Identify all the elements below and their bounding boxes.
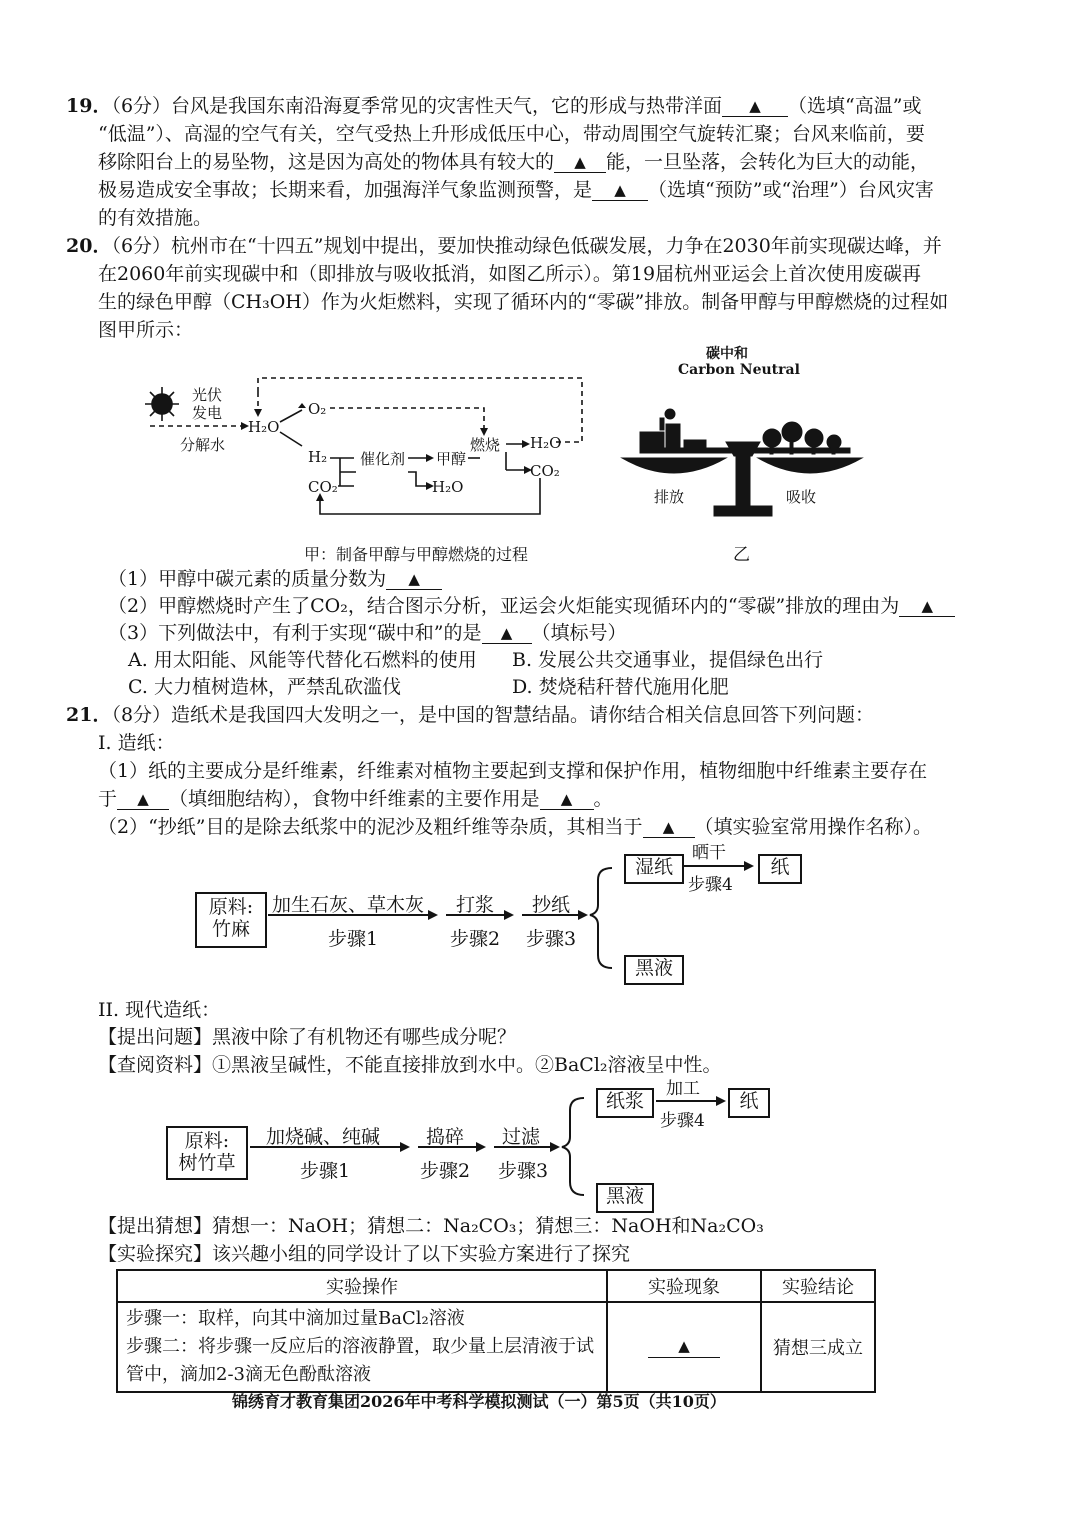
- figure-jia-caption: 甲：制备甲醇与甲醇燃烧的过程: [304, 545, 529, 564]
- flow1-wet-paper-box: 湿纸: [624, 854, 684, 884]
- flow1-step1: 步骤1: [328, 928, 379, 950]
- flow2-step2: 步骤2: [420, 1160, 471, 1182]
- flow2-step4: 步骤4: [660, 1111, 705, 1131]
- flow2-raw-material-box: 原料: 树竹草: [166, 1126, 248, 1180]
- q21-blank-2[interactable]: ▲: [540, 789, 594, 810]
- q20-blank-3[interactable]: ▲: [482, 623, 532, 644]
- experiment-table: [116, 1269, 876, 1393]
- flow2-paper-box: 纸: [728, 1088, 770, 1118]
- figure-yi-caption: 乙: [733, 545, 750, 565]
- emission-label: 排放: [654, 488, 685, 506]
- absorption-label: 吸收: [786, 488, 817, 506]
- co2-output-node: CO₂: [530, 462, 560, 480]
- flow1-step2: 步骤2: [450, 928, 501, 950]
- split-water-label: 分解水: [180, 436, 226, 454]
- q20-blank-2[interactable]: ▲: [899, 596, 955, 617]
- q20-option-a: A. 用太阳能、风能等代替化石燃料的使用: [128, 649, 477, 671]
- o2-node: O₂: [308, 400, 327, 418]
- q21-line1: 21．（8分）造纸术是我国四大发明之一，是中国的智慧结晶。请你结合相关信息回答下列问题：: [66, 704, 875, 726]
- table-header-row: [117, 1270, 875, 1302]
- q21-blank-1[interactable]: ▲: [117, 789, 169, 810]
- flow2-crush-label: 捣碎: [426, 1126, 465, 1148]
- q21-part-ii: II. 现代造纸：: [98, 999, 221, 1021]
- q19-line1: 19．（6分）台风是我国东南沿海夏季常见的灾害性天气，它的形成与热带洋面 ▲ （选填“高温”或: [66, 95, 922, 117]
- q21-hypothesis-line: 【提出猜想】猜想一：NaOH；猜想二：Na₂CO₃；猜想三：NaOH和Na₂CO₃: [98, 1215, 764, 1237]
- h2o-node: H₂O: [248, 418, 280, 436]
- q20-line4: 图甲所示：: [98, 319, 194, 341]
- flow1-black-liquor-box: 黑液: [624, 955, 684, 985]
- flow1-beat-label: 打浆: [456, 894, 495, 916]
- table-row: [117, 1302, 875, 1392]
- catalyst-label: 催化剂: [360, 450, 406, 468]
- flow2-process-label: 加工: [666, 1079, 700, 1099]
- q20-line2: 在2060年前实现碳中和（即排放与吸收抵消，如图乙所示）。第19届杭州亚运会上首次使用废碳再: [98, 263, 922, 285]
- flow2-black-liquor-box: 黑液: [596, 1183, 654, 1213]
- q21-p1-line2: 于 ▲ （填细胞结构），食物中纤维素的主要作用是 ▲ 。: [98, 788, 613, 810]
- conclusion-cell: 猜想三成立: [761, 1302, 875, 1392]
- flow1-raw-material-box: 原料: 竹麻: [195, 892, 267, 948]
- flow1-step4: 步骤4: [688, 875, 733, 895]
- carbon-neutral-title-en: Carbon Neutral: [678, 362, 800, 378]
- methanol-node: 甲醇: [436, 450, 467, 468]
- h2o-side-node: H₂O: [432, 478, 464, 496]
- flow2-pulp-box: 纸浆: [596, 1088, 654, 1118]
- flow2-additive-label: 加烧碱、纯碱: [266, 1126, 381, 1148]
- q21-question-line: 【提出问题】黑液中除了有机物还有哪些成分呢？: [98, 1026, 517, 1048]
- phenomenon-cell[interactable]: [607, 1302, 761, 1392]
- page-footer: 锦绣育才教育集团2026年中考科学模拟测试（一）第5页（共10页）: [232, 1392, 726, 1411]
- operation-cell: 步骤一：取样，向其中滴加过量BaCl₂溶液 步骤二：将步骤一反应后的溶液静置，取少量上层清液于试 管中，滴加2-3滴无色酚酞溶液: [117, 1302, 607, 1392]
- flow2-step3: 步骤3: [498, 1160, 549, 1182]
- header-phenomenon: 实验现象: [607, 1270, 761, 1302]
- q20-blank-1[interactable]: ▲: [386, 569, 442, 590]
- header-conclusion: 实验结论: [761, 1270, 875, 1302]
- flow1-additive-label: 加生石灰、草木灰: [272, 894, 425, 916]
- q20-sub3: （3）下列做法中，有利于实现“碳中和”的是 ▲ （填标号）: [108, 622, 627, 644]
- carbon-neutral-title-cn: 碳中和: [706, 346, 748, 362]
- q21-experiment-line: 【实验探究】该兴趣小组的同学设计了以下实验方案进行了探究: [98, 1243, 631, 1265]
- pv-label-1: 光伏: [192, 386, 223, 404]
- q20-number: 20．: [66, 235, 112, 257]
- q21-blank-3[interactable]: ▲: [643, 817, 695, 838]
- q19-line5: 的有效措施。: [98, 207, 213, 229]
- q19-line2: “低温”）、高湿的空气有关，空气受热上升形成低压中心，带动周围空气旋转汇聚；台风来临前，要: [98, 123, 925, 145]
- q21-part-i: I. 造纸：: [98, 732, 175, 754]
- q19-line3: 移除阳台上的易坠物，这是因为高处的物体具有较大的 ▲ 能，一旦坠落，会转化为巨大的动能，: [98, 151, 930, 173]
- q20-option-c: C. 大力植树造林，严禁乱砍滥伐: [128, 676, 401, 698]
- flow1-paper-box: 纸: [758, 854, 802, 884]
- q20-sub1: （1）甲醇中碳元素的质量分数为 ▲: [108, 567, 442, 591]
- pv-label-2: 发电: [192, 404, 223, 422]
- q19-blank-3[interactable]: ▲: [592, 180, 648, 201]
- q19-line4: 极易造成安全事故；长期来看，加强海洋气象监测预警，是 ▲ （选填“预防”或“治理”）台风灾害: [98, 179, 934, 201]
- q21-p1-line1: （1）纸的主要成分是纤维素，纤维素对植物主要起到支撑和保护作用，植物细胞中纤维素主要存在: [98, 760, 928, 782]
- h2o-output-node: H₂O: [530, 434, 562, 452]
- q20-sub2: （2）甲醇燃烧时产生了CO₂，结合图示分析，亚运会火炬能实现循环内的“零碳”排放的理由为 ▲: [108, 594, 955, 618]
- q20-option-d: D. 焚烧秸秆替代施用化肥: [512, 676, 729, 698]
- q19-blank-1[interactable]: ▲: [722, 96, 788, 117]
- q21-p2-line: （2）“抄纸”目的是除去纸浆中的泥沙及粗纤维等杂质，其相当于 ▲ （填实验室常用操作名称）。: [98, 816, 933, 838]
- q20-line1: 20．（6分）杭州市在“十四五”规划中提出，要加快推动绿色低碳发展，力争在2030年前实现碳达峰，并: [66, 235, 942, 257]
- combustion-label: 燃烧: [470, 436, 501, 454]
- q21-number: 21．: [66, 704, 112, 726]
- q21-reference-line: 【查阅资料】①黑液呈碱性，不能直接排放到水中。②BaCl₂溶液呈中性。: [98, 1054, 722, 1076]
- q19-number: 19．: [66, 95, 112, 117]
- q20-line3: 生的绿色甲醇（CH₃OH）作为火炬燃料，实现了循环内的“零碳”排放。制备甲醇与甲醇燃烧的过程如: [98, 291, 949, 313]
- q20-option-b: B. 发展公共交通事业，提倡绿色出行: [512, 649, 824, 671]
- flow1-step3: 步骤3: [526, 928, 577, 950]
- header-operation: 实验操作: [117, 1270, 607, 1302]
- flow1-dry-label: 晒干: [692, 843, 726, 863]
- flow1-copy-label: 抄纸: [532, 894, 571, 916]
- flow2-step1: 步骤1: [300, 1160, 351, 1182]
- phenomenon-blank[interactable]: ▲: [648, 1336, 720, 1358]
- h2-node: H₂: [308, 448, 328, 466]
- flow2-filter-label: 过滤: [502, 1126, 541, 1148]
- co2-input-node: CO₂: [308, 478, 338, 496]
- q19-blank-2[interactable]: ▲: [554, 152, 606, 173]
